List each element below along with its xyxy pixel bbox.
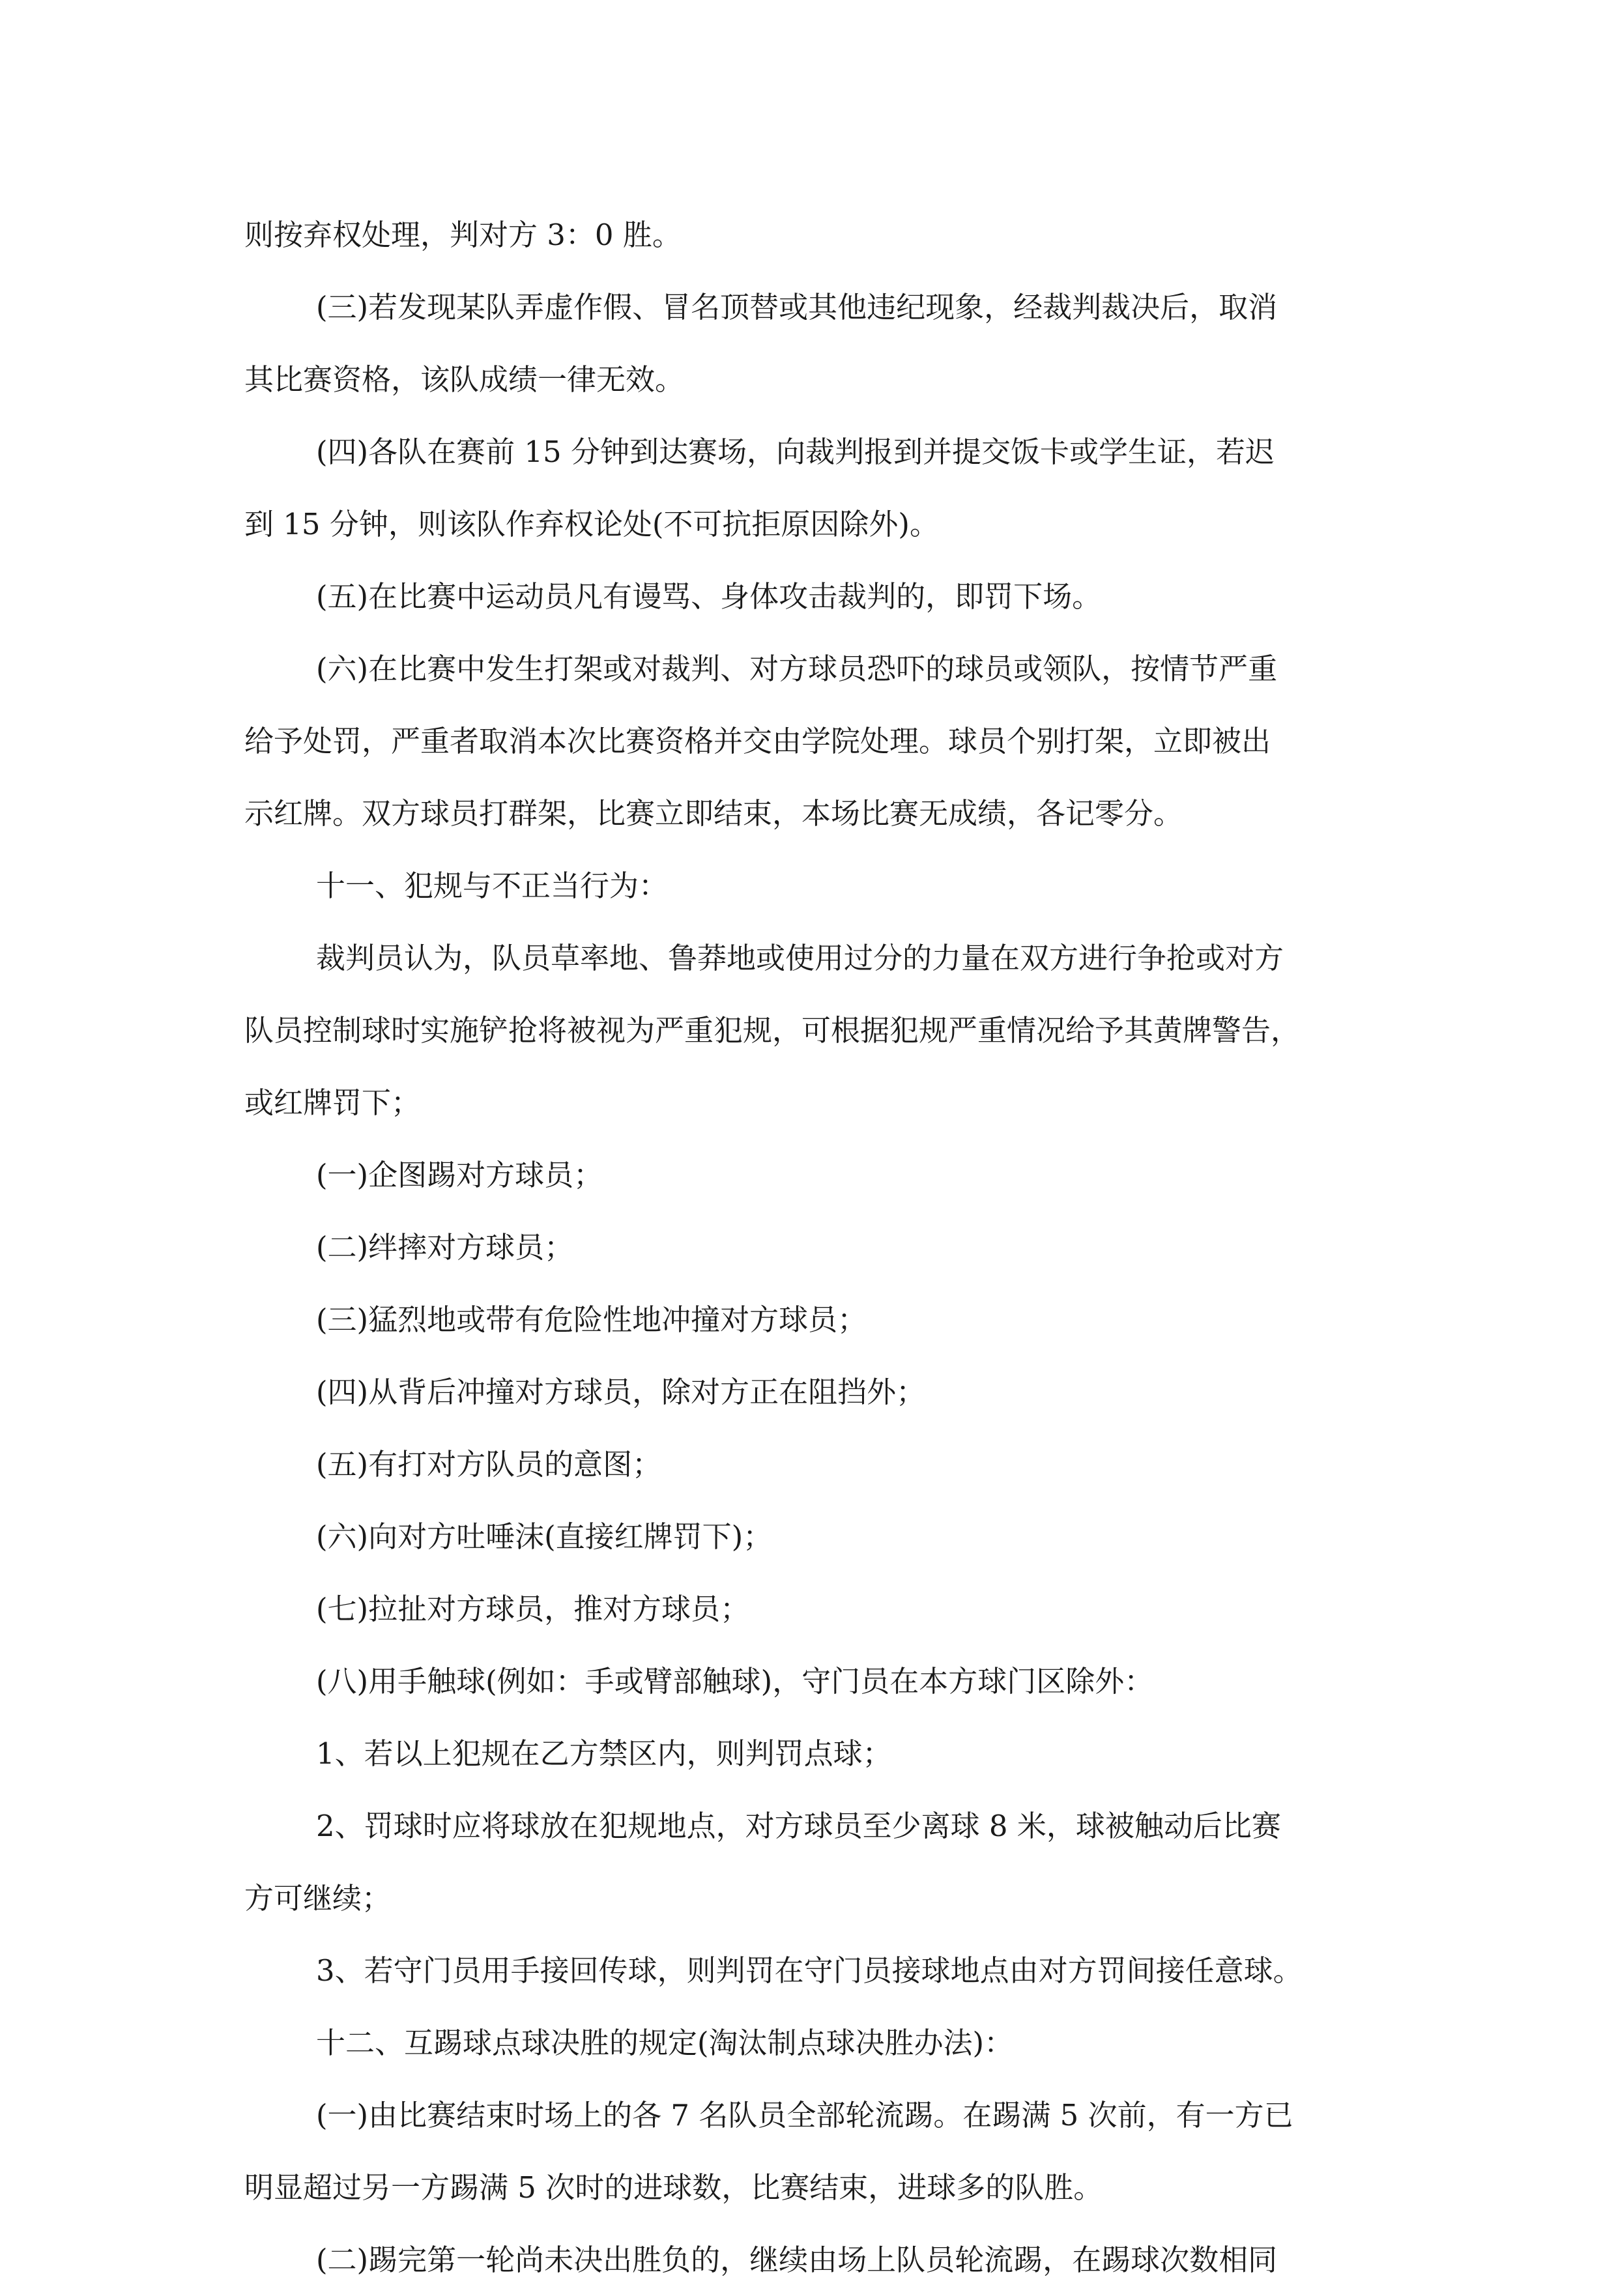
text-line: (三)若发现某队弄虚作假、冒名顶替或其他违纪现象，经裁判裁决后，取消 bbox=[316, 290, 1278, 324]
text-line: (二)踢完第一轮尚未决出胜负的，继续由场上队员轮流踢，在踢球次数相同 bbox=[316, 2243, 1278, 2277]
text-line: 裁判员认为，队员草率地、鲁莽地或使用过分的力量在双方进行争抢或对方 bbox=[316, 941, 1284, 975]
text-line: 到 15 分钟，则该队作弃权论处(不可抗拒原因除外)。 bbox=[244, 507, 939, 541]
text-line: 则按弃权处理，判对方 3：0 胜。 bbox=[244, 218, 682, 252]
text-line: (四)各队在赛前 15 分钟到达赛场，向裁判报到并提交饭卡或学生证，若迟 bbox=[316, 435, 1275, 469]
text-line: (八)用手触球(例如：手或臂部触球)，守门员在本方球门区除外： bbox=[316, 1664, 1154, 1699]
text-line: (二)绊摔对方球员； bbox=[316, 1230, 574, 1265]
text-line: (一)由比赛结束时场上的各 7 名队员全部轮流踢。在踢满 5 次前，有一方已 bbox=[316, 2098, 1293, 2132]
text-line: 示红牌。双方球员打群架，比赛立即结束，本场比赛无成绩，各记零分。 bbox=[244, 796, 1183, 831]
text-line: 方可继续； bbox=[244, 1881, 392, 1916]
text-line: 其比赛资格，该队成绩一律无效。 bbox=[244, 362, 685, 397]
text-line: 十一、犯规与不正当行为： bbox=[316, 868, 669, 903]
text-line: 3、若守门员用手接回传球，则判罚在守门员接球地点由对方罚间接任意球。 bbox=[316, 1953, 1303, 1988]
text-line: 明显超过另一方踢满 5 次时的进球数，比赛结束，进球多的队胜。 bbox=[244, 2170, 1103, 2205]
text-line: (四)从背后冲撞对方球员，除对方正在阻挡外； bbox=[316, 1375, 926, 1409]
text-line: 2、罚球时应将球放在犯规地点，对方球员至少离球 8 米，球被触动后比赛 bbox=[316, 1809, 1281, 1843]
text-line: (七)拉扯对方球员，推对方球员； bbox=[316, 1592, 750, 1626]
text-line: (五)有打对方队员的意图； bbox=[316, 1447, 662, 1482]
text-line: (六)向对方吐唾沫(直接红牌罚下)； bbox=[316, 1519, 773, 1554]
text-line: 队员控制球时实施铲抢将被视为严重犯规，可根据犯规严重情况给予其黄牌警告， bbox=[244, 1013, 1301, 1048]
text-line: (三)猛烈地或带有危险性地冲撞对方球员； bbox=[316, 1302, 867, 1337]
text-line: (五)在比赛中运动员凡有谩骂、身体攻击裁判的，即罚下场。 bbox=[316, 579, 1102, 614]
text-line: 十二、互踢球点球决胜的规定(淘汰制点球决胜办法)： bbox=[316, 2026, 1014, 2060]
text-line: 给予处罚，严重者取消本次比赛资格并交由学院处理。球员个别打架，立即被出 bbox=[244, 724, 1271, 758]
document-body bbox=[244, 199, 1391, 2296]
text-line: 1、若以上犯规在乙方禁区内，则判罚点球； bbox=[316, 1736, 892, 1771]
text-line: (一)企图踢对方球员； bbox=[316, 1158, 603, 1192]
text-line: (六)在比赛中发生打架或对裁判、对方球员恐吓的球员或领队，按情节严重 bbox=[316, 652, 1278, 686]
text-line: 或红牌罚下； bbox=[244, 1085, 421, 1120]
